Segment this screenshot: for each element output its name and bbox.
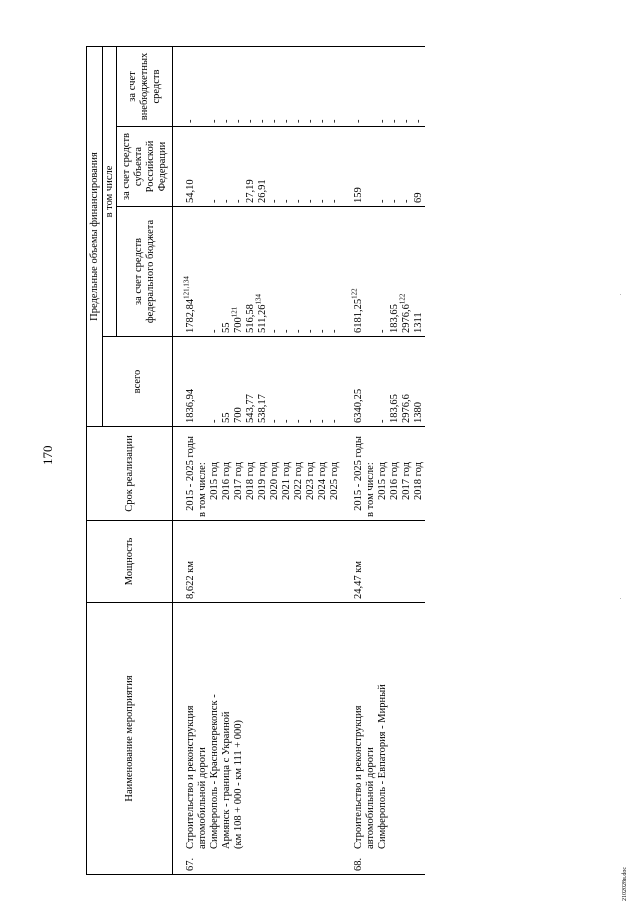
- total-cell: [389, 337, 401, 427]
- total-cell: [257, 337, 269, 427]
- footnote-ref: 134: [254, 294, 263, 305]
- extra-cell-value: -: [329, 119, 340, 123]
- extra-cell-value: -: [401, 119, 412, 123]
- incl-cell: [365, 427, 377, 521]
- regional-cell-value: -: [401, 199, 412, 203]
- year-cell: [281, 427, 293, 521]
- year-cell: [269, 427, 281, 521]
- total-cell-value: 543,77: [245, 394, 256, 423]
- extra-cell-value: -: [293, 119, 304, 123]
- extra-cell: [281, 47, 293, 127]
- regional-cell: [317, 127, 329, 207]
- regional-cell-value: -: [281, 199, 292, 203]
- federal-cell: [245, 207, 257, 337]
- regional-cell: [233, 127, 245, 207]
- extra-cell: [245, 47, 257, 127]
- regional-cell: [245, 127, 257, 207]
- footnote-ref: 122: [398, 293, 407, 305]
- regional-cell: [269, 127, 281, 207]
- header-extra: за счет внебюджетных средств: [117, 47, 173, 127]
- regional-cell-value: -: [269, 199, 280, 203]
- total-cell-value: -: [269, 419, 280, 423]
- year-cell: [413, 427, 425, 521]
- year-cell: [401, 427, 413, 521]
- year-cell-value: 2025 год: [329, 462, 340, 500]
- regional-cell: [305, 127, 317, 207]
- extra-cell: [401, 47, 413, 127]
- total-cell-value: -: [329, 419, 340, 423]
- measure-name-line: Строительство и реконструкция: [185, 705, 196, 849]
- total-cell: [209, 337, 221, 427]
- year-cell: [293, 427, 305, 521]
- period-cell: [341, 427, 365, 521]
- regional-cell-value: -: [305, 199, 316, 203]
- total-cell-value: 2976,6: [401, 394, 412, 423]
- measure-name-cell: [341, 603, 425, 875]
- regional-cell-value: 69: [413, 192, 424, 203]
- federal-cell: [293, 207, 305, 337]
- total-cell: [341, 337, 365, 427]
- scan-mark: [620, 294, 621, 295]
- federal-cell: [269, 207, 281, 337]
- regional-cell-value: 26,91: [257, 179, 268, 203]
- federal-cell: [398, 207, 413, 337]
- empty-cell: [197, 47, 209, 127]
- year-cell-value: 2022 год: [293, 462, 304, 500]
- row-number: 67.: [185, 857, 196, 871]
- federal-cell-value: -: [377, 329, 388, 333]
- federal-cell-value: -: [329, 329, 340, 333]
- header-capacity: Мощность: [87, 521, 173, 603]
- total-cell-value: -: [377, 419, 388, 423]
- regional-cell-value: -: [233, 199, 244, 203]
- extra-cell-value: -: [389, 119, 400, 123]
- total-cell: [401, 337, 413, 427]
- federal-cell-value: 511,26: [257, 304, 268, 333]
- period-cell: [173, 427, 198, 521]
- federal-cell-value: 1311: [413, 312, 424, 333]
- total-cell: [221, 337, 233, 427]
- regional-cell-value: -: [221, 199, 232, 203]
- total-cell-value: -: [209, 419, 220, 423]
- federal-cell: [209, 207, 221, 337]
- extra-cell-value: -: [317, 119, 328, 123]
- federal-cell-value: 183,65: [389, 304, 400, 333]
- federal-cell-value: 6181,25: [353, 298, 364, 333]
- regional-cell: [413, 127, 425, 207]
- empty-cell: [365, 47, 377, 127]
- extra-cell: [413, 47, 425, 127]
- federal-cell-value: -: [293, 329, 304, 333]
- incl-cell-value: в том числе:: [365, 462, 376, 517]
- total-cell: [173, 337, 198, 427]
- total-cell-value: -: [305, 419, 316, 423]
- regional-cell-value: -: [293, 199, 304, 203]
- table-body: [173, 47, 426, 875]
- extra-cell: [257, 47, 269, 127]
- header-incl: в том числе: [103, 47, 117, 337]
- total-cell-value: 1836,94: [185, 388, 196, 423]
- year-cell: [389, 427, 401, 521]
- federal-cell: [341, 207, 365, 337]
- regional-cell-value: -: [329, 199, 340, 203]
- federal-cell: [281, 207, 293, 337]
- federal-cell: [317, 207, 329, 337]
- federal-cell: [329, 207, 341, 337]
- measure-name-line: Строительство и реконструкция: [353, 705, 364, 849]
- total-cell-value: -: [281, 419, 292, 423]
- federal-cell: [254, 207, 269, 337]
- federal-cell: [230, 207, 245, 337]
- table-row: [341, 47, 365, 875]
- regional-cell: [377, 127, 389, 207]
- year-cell: [209, 427, 221, 521]
- federal-cell-value: 700: [233, 317, 244, 333]
- extra-cell: [221, 47, 233, 127]
- header-name: Наименование мероприятия: [87, 603, 173, 875]
- year-cell: [329, 427, 341, 521]
- scan-mark: [620, 598, 621, 599]
- year-cell: [317, 427, 329, 521]
- funding-table: [86, 46, 425, 875]
- year-cell-value: 2018 год: [413, 462, 424, 500]
- regional-cell: [401, 127, 413, 207]
- footer-filename: 2102028в.doc: [622, 867, 628, 901]
- federal-cell-value: -: [305, 329, 316, 333]
- extra-cell-value: -: [185, 119, 196, 123]
- measure-name-line: (км 108 + 000 - км 111 + 000): [233, 719, 244, 849]
- incl-cell-value: в том числе:: [197, 462, 208, 517]
- federal-cell: [389, 207, 401, 337]
- total-cell: [245, 337, 257, 427]
- regional-cell-value: -: [209, 199, 220, 203]
- header-period: Срок реализации: [87, 427, 173, 521]
- footnote-ref: 121: [230, 306, 239, 318]
- regional-cell-value: -: [377, 199, 388, 203]
- empty-cell: [197, 337, 209, 427]
- total-cell-value: 538,17: [257, 394, 268, 423]
- extra-cell-value: -: [377, 119, 388, 123]
- header-federal: за счет средств федерального бюджета: [117, 207, 173, 337]
- federal-cell-value: -: [269, 329, 280, 333]
- total-cell: [413, 337, 425, 427]
- table-row: [173, 47, 198, 875]
- capacity-cell-value: 24,47 км: [353, 561, 364, 599]
- year-cell: [233, 427, 245, 521]
- year-cell-value: 2023 год: [305, 462, 316, 500]
- federal-cell: [305, 207, 317, 337]
- year-cell: [305, 427, 317, 521]
- regional-cell: [281, 127, 293, 207]
- total-cell: [281, 337, 293, 427]
- extra-cell: [209, 47, 221, 127]
- year-cell-value: 2021 год: [281, 462, 292, 500]
- empty-cell: [365, 337, 377, 427]
- extra-cell-value: -: [305, 119, 316, 123]
- extra-cell-value: -: [413, 119, 424, 123]
- year-cell-value: 2017 год: [233, 462, 244, 500]
- year-cell-value: 2017 год: [401, 462, 412, 500]
- empty-cell: [365, 127, 377, 207]
- year-cell-value: 2015 год: [377, 462, 388, 500]
- regional-cell: [257, 127, 269, 207]
- federal-cell-value: -: [317, 329, 328, 333]
- total-cell-value: 6340,25: [353, 388, 364, 423]
- year-cell: [245, 427, 257, 521]
- year-cell-value: 2024 год: [317, 462, 328, 500]
- federal-cell-value: 1782,84: [185, 298, 196, 333]
- extra-cell: [329, 47, 341, 127]
- year-cell-value: 2019 год: [257, 462, 268, 500]
- regional-cell-value: 159: [353, 187, 364, 203]
- empty-cell: [197, 127, 209, 207]
- federal-cell: [377, 207, 389, 337]
- regional-cell-value: -: [389, 199, 400, 203]
- year-cell-value: 2018 год: [245, 462, 256, 500]
- regional-cell: [221, 127, 233, 207]
- header-funding: Предельные объемы финансирования: [87, 47, 103, 427]
- row-number: 68.: [353, 857, 364, 871]
- total-cell-value: 55: [221, 412, 232, 423]
- page-number: 170: [40, 445, 55, 465]
- measure-name-line: автомобильной дороги: [197, 747, 208, 849]
- measure-name-line: Армянск - граница с Украиной: [221, 711, 232, 849]
- capacity-cell-value: 8,622 км: [185, 561, 196, 599]
- extra-cell: [305, 47, 317, 127]
- total-cell: [377, 337, 389, 427]
- period-cell-value: 2015 - 2025 годы: [185, 436, 196, 511]
- total-cell: [233, 337, 245, 427]
- regional-cell-value: -: [317, 199, 328, 203]
- extra-cell-value: -: [269, 119, 280, 123]
- empty-cell: [365, 207, 377, 337]
- total-cell: [305, 337, 317, 427]
- regional-cell: [341, 127, 365, 207]
- regional-cell: [209, 127, 221, 207]
- extra-cell-value: -: [353, 119, 364, 123]
- total-cell-value: 700: [233, 407, 244, 423]
- extra-cell: [173, 47, 198, 127]
- capacity-cell: [341, 521, 425, 603]
- extra-cell-value: -: [233, 119, 244, 123]
- federal-cell: [173, 207, 198, 337]
- extra-cell-value: -: [209, 119, 220, 123]
- extra-cell: [293, 47, 305, 127]
- regional-cell-value: 54,10: [185, 179, 196, 203]
- total-cell: [269, 337, 281, 427]
- total-cell: [317, 337, 329, 427]
- year-cell: [257, 427, 269, 521]
- regional-cell: [389, 127, 401, 207]
- extra-cell: [341, 47, 365, 127]
- year-cell: [377, 427, 389, 521]
- empty-cell: [197, 207, 209, 337]
- capacity-cell: [173, 521, 342, 603]
- extra-cell-value: -: [245, 119, 256, 123]
- incl-cell: [197, 427, 209, 521]
- total-cell-value: 183,65: [389, 394, 400, 423]
- federal-cell: [413, 207, 425, 337]
- total-cell: [329, 337, 341, 427]
- regional-cell-value: 27,19: [245, 179, 256, 203]
- measure-name-line: автомобильной дороги: [365, 747, 376, 849]
- header-regional: за счет средств субъекта Российской Федерации: [117, 127, 173, 207]
- federal-cell-value: 55: [221, 322, 232, 333]
- footnote-ref: 122: [350, 288, 359, 299]
- measure-name-line: Симферополь - Евпатория - Мирный: [377, 684, 388, 849]
- regional-cell: [293, 127, 305, 207]
- extra-cell: [317, 47, 329, 127]
- extra-cell: [233, 47, 245, 127]
- total-cell: [293, 337, 305, 427]
- year-cell-value: 2016 год: [221, 462, 232, 500]
- measure-name-line: Симферополь - Красноперекопск -: [209, 694, 220, 849]
- federal-cell-value: 2976,6: [401, 304, 412, 333]
- measure-name-cell: [173, 603, 342, 875]
- federal-cell-value: 516,58: [245, 304, 256, 333]
- total-cell-value: 1380: [413, 402, 424, 423]
- extra-cell: [389, 47, 401, 127]
- extra-cell: [377, 47, 389, 127]
- federal-cell-value: -: [209, 329, 220, 333]
- total-cell-value: -: [317, 419, 328, 423]
- year-cell-value: 2015 год: [209, 462, 220, 500]
- extra-cell-value: -: [281, 119, 292, 123]
- footnote-ref: 121,134: [182, 276, 191, 299]
- year-cell-value: 2020 год: [269, 462, 280, 500]
- header-total: всего: [103, 337, 173, 427]
- regional-cell: [173, 127, 198, 207]
- extra-cell-value: -: [221, 119, 232, 123]
- federal-cell-value: -: [281, 329, 292, 333]
- extra-cell-value: -: [257, 119, 268, 123]
- period-cell-value: 2015 - 2025 годы: [353, 436, 364, 511]
- regional-cell: [329, 127, 341, 207]
- extra-cell: [269, 47, 281, 127]
- year-cell-value: 2016 год: [389, 462, 400, 500]
- total-cell-value: -: [293, 419, 304, 423]
- year-cell: [221, 427, 233, 521]
